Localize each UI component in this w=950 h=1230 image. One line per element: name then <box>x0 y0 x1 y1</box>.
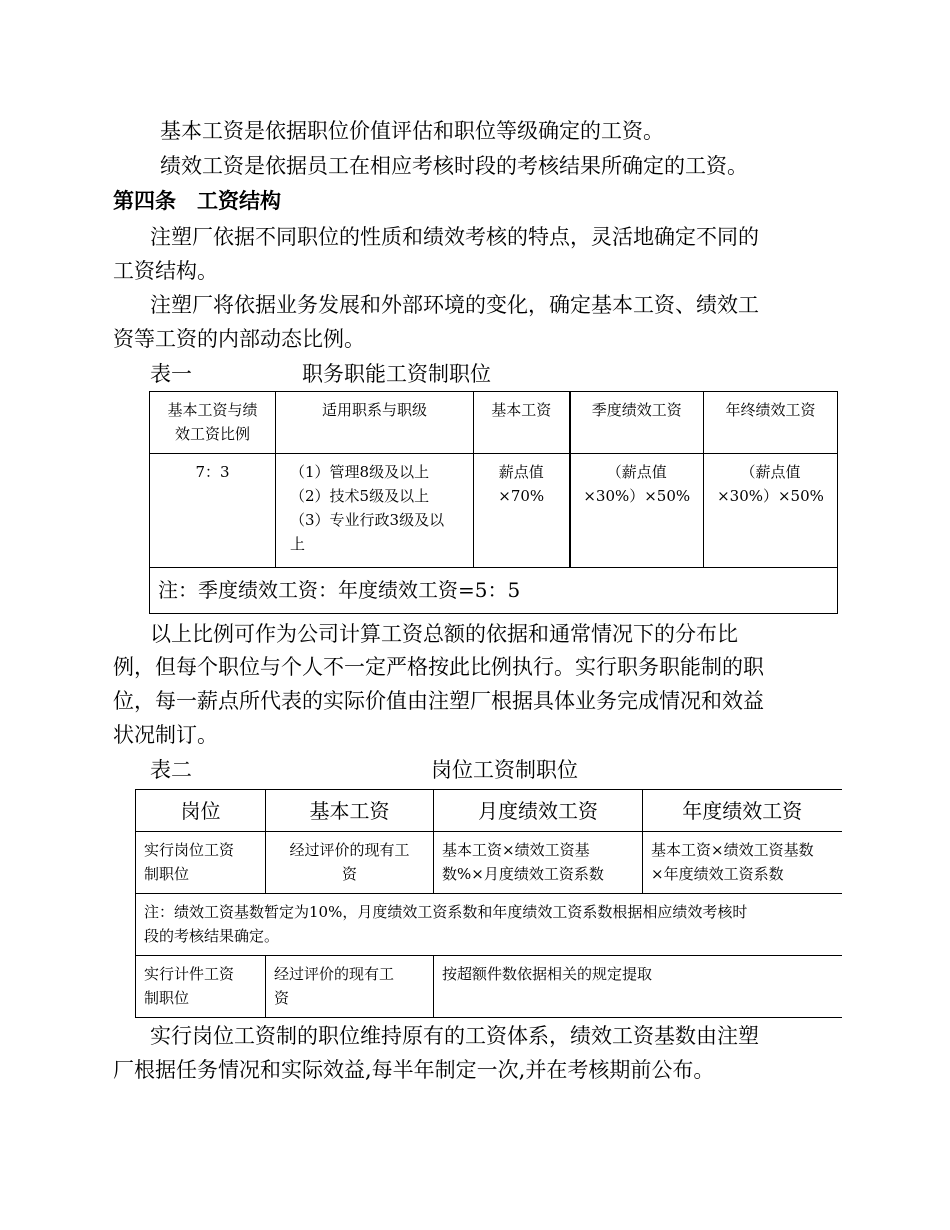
paragraph-proportion-line3: 位，每一薪点所代表的实际价值由注塑厂根据具体业务完成情况和效益 <box>113 689 764 713</box>
paragraph-structure-line2: 工资结构。 <box>113 259 218 283</box>
paragraph-performance-salary: 绩效工资是依据员工在相应考核时段的考核结果所确定的工资。 <box>160 154 748 178</box>
table2-note-line1: 注：绩效工资基数暂定为10%，月度绩效工资系数和年度绩效工资系数根据相应绩效考核时 <box>144 903 748 921</box>
table2-title: 岗位工资制职位 <box>431 758 578 782</box>
table1-grade-2: （2）技术5级及以上 <box>290 487 430 505</box>
table1-title: 职务职能工资制职位 <box>302 362 491 386</box>
table2-base-1 <box>266 832 434 894</box>
table1-header-row <box>150 392 838 454</box>
table1-header-ratio-line2: 效工资比例 <box>174 425 250 443</box>
table1-ratio: 7：3 <box>150 454 276 568</box>
table2-label: 表二 <box>150 758 192 782</box>
table1-note-row <box>150 568 838 614</box>
table2-base-1-line1: 经过评价的现有工 <box>289 841 410 859</box>
paragraph-proportion-line1: 以上比例可作为公司计算工资总额的依据和通常情况下的分布比 <box>150 622 738 646</box>
table2-base-2 <box>266 956 434 1018</box>
section-heading: 第四条 工资结构 <box>113 189 281 213</box>
table1-header-annual: 年终绩效工资 <box>704 392 838 454</box>
table1-annual-line1: （薪点值 <box>740 463 801 481</box>
table1-header-ratio <box>150 392 276 454</box>
table2-header-annual: 年度绩效工资 <box>643 790 842 832</box>
table1-grades <box>276 454 474 568</box>
table2-base-1-line2: 资 <box>341 865 357 883</box>
table2-header-post: 岗位 <box>136 790 266 832</box>
paragraph-proportion-line4: 状况制订。 <box>113 723 218 747</box>
paragraph-proportion-line2: 例，但每个职位与个人不一定严格按此比例执行。实行职务职能制的职 <box>113 655 764 679</box>
table1-quarterly <box>570 454 704 568</box>
table1-note: 注：季度绩效工资：年度绩效工资=5：5 <box>150 568 838 614</box>
table2-base-2-line2: 资 <box>274 989 290 1007</box>
table1-annual <box>704 454 838 568</box>
paragraph-post-system-line2: 厂根据任务情况和实际效益,每半年制定一次,并在考核期前公布。 <box>113 1058 715 1082</box>
table1-header-base: 基本工资 <box>474 392 570 454</box>
table1 <box>149 391 838 614</box>
table2-row-piece-rate <box>136 956 842 1018</box>
table1-header-grades: 适用职系与职级 <box>276 392 474 454</box>
table1-grade-3-cont: 上 <box>290 535 306 553</box>
table2-post-1 <box>136 832 266 894</box>
table2-post-1-line2: 制职位 <box>144 865 190 883</box>
paragraph-structure-line1: 注塑厂依据不同职位的性质和绩效考核的特点，灵活地确定不同的 <box>150 225 759 249</box>
table2-note-line2: 段的考核结果确定。 <box>144 927 280 945</box>
table1-base-line2: ×70% <box>498 487 545 505</box>
table2-base-2-line1: 经过评价的现有工 <box>274 965 395 983</box>
table1-grade-1: （1）管理8级及以上 <box>290 463 430 481</box>
table1-base <box>474 454 570 568</box>
table2 <box>135 789 842 1018</box>
table2-note-row <box>136 894 842 956</box>
table2-header-monthly: 月度绩效工资 <box>434 790 643 832</box>
table2-annual-1-line2: ×年度绩效工资系数 <box>651 865 784 883</box>
paragraph-post-system-line1: 实行岗位工资制的职位维持原有的工资体系，绩效工资基数由注塑 <box>150 1024 759 1048</box>
paragraph-basic-salary: 基本工资是依据职位价值评估和职位等级确定的工资。 <box>160 119 664 143</box>
table2-piece-rule: 按超额件数依据相关的规定提取 <box>434 956 842 1018</box>
table2-monthly-1-line1: 基本工资×绩效工资基 <box>442 841 590 859</box>
table2-monthly-1-line2: 数%×月度绩效工资系数 <box>442 865 604 883</box>
table1-annual-line2: ×30%）×50% <box>717 487 824 505</box>
table2-header-row <box>136 790 842 832</box>
table1-header-quarterly: 季度绩效工资 <box>570 392 704 454</box>
table1-header-ratio-line1: 基本工资与绩 <box>167 401 258 419</box>
table2-post-2-line1: 实行计件工资 <box>144 965 235 983</box>
table2-annual-1-line1: 基本工资×绩效工资基数 <box>651 841 814 859</box>
paragraph-ratio-line2: 资等工资的内部动态比例。 <box>113 327 365 351</box>
paragraph-ratio-line1: 注塑厂将依据业务发展和外部环境的变化，确定基本工资、绩效工 <box>150 293 759 317</box>
table2-annual-1 <box>643 832 842 894</box>
table2-header-base: 基本工资 <box>266 790 434 832</box>
table2-post-2-line2: 制职位 <box>144 989 190 1007</box>
table2-row-post-salary <box>136 832 842 894</box>
table2-monthly-1 <box>434 832 643 894</box>
table1-quarterly-line2: ×30%）×50% <box>583 487 691 505</box>
table2-post-1-line1: 实行岗位工资 <box>144 841 235 859</box>
table1-quarterly-line1: （薪点值 <box>606 463 667 481</box>
table1-data-row <box>150 454 838 568</box>
table1-base-line1: 薪点值 <box>498 463 544 481</box>
table1-label: 表一 <box>150 362 192 386</box>
table2-post-2 <box>136 956 266 1018</box>
table1-grade-3: （3）专业行政3级及以 <box>290 511 445 529</box>
table2-note <box>136 894 842 956</box>
